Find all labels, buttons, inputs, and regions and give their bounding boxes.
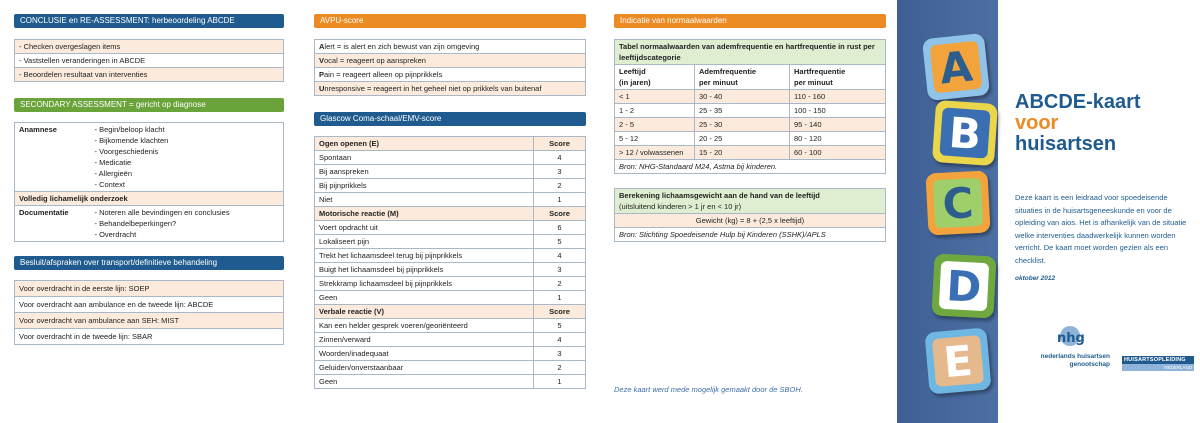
gcs-row: Geen [315,291,534,305]
cell: 1 - 2 [615,104,695,118]
cell: 2 - 5 [615,118,695,132]
cell: > 12 / volwassenen [615,146,695,160]
column-scores [314,14,586,389]
gcs-score: 4 [534,151,586,165]
gewicht-formula: Gewicht (kg) = 8 + (2,5 x leeftijd) [615,214,886,228]
cell: 60 - 100 [790,146,886,160]
footer-note: Deze kaart werd mede mogelijk gemaakt door de SBOH. [614,385,803,394]
gcs-score: 1 [534,375,586,389]
cover-description: Deze kaart is een leidraad voor spoedeisende situaties in de huisartsgeneeskunde en voor de opleiding van aios. Het is afhankelijk van de situatie welke interventies daadwerkelijk kunnen worden verricht. De kaart moet worden gezien als een checklist. [1015,193,1187,265]
anamnese-item: - Allergieën [94,169,133,178]
cell: 5 - 12 [615,132,695,146]
anamnese-label: Anamnese [15,123,91,192]
cover-title-line2: voor [1015,112,1059,134]
avpu-item: Vocal = reageert op aanspreken [315,54,586,68]
gcs-row: Trekt het lichaamsdeel terug bij pijnprikkels [315,249,534,263]
conclusie-table [14,39,284,82]
documentatie-list [91,206,284,242]
cover-title [1015,92,1195,155]
gcs-score: 3 [534,165,586,179]
gcs-score: 2 [534,361,586,375]
gcs-row: Voert opdracht uit [315,221,534,235]
section-title-motor: Motorische reactie (M) [315,207,534,221]
nhg-logo-text: nederlands huisartsen genootschap [1040,353,1110,368]
gcs-row: Kan een helder gesprek voeren/georiënteerd [315,319,534,333]
besluit-item: Voor overdracht in de eerste lijn: SOEP [15,281,284,297]
gcs-row: Woorden/inadequaat [315,347,534,361]
gcs-header: Glascow Coma-schaal/EMV-score [314,112,586,126]
conclusie-header: CONCLUSIE en RE-ASSESSMENT: herbeoordeling ABCDE [14,14,284,28]
block-b: B [932,100,998,166]
documentatie-item: - Overdracht [94,230,137,239]
gcs-score: 1 [534,193,586,207]
column-assessment [14,14,284,345]
gcs-score: 2 [534,277,586,291]
cell: 110 - 160 [790,90,886,104]
anamnese-item: - Context [94,180,125,189]
cell: 20 - 25 [695,132,790,146]
gcs-row: Geluiden/onverstaanbaar [315,361,534,375]
cell: 80 - 120 [790,132,886,146]
gcs-row: Spontaan [315,151,534,165]
gcs-score: 3 [534,347,586,361]
avpu-item: Pain = reageert alleen op pijnprikkels [315,68,586,82]
col-head-resp: Ademfrequentie per minuut [695,65,790,90]
gcs-score: 4 [534,333,586,347]
section-title-eyes: Ogen openen (E) [315,137,534,151]
table-source: Bron: NHG-Standaard M24, Astma bij kinderen. [615,160,886,174]
score-header: Score [534,207,586,221]
block-c: C [925,170,990,235]
cell: 15 - 20 [695,146,790,160]
gcs-row: Geen [315,375,534,389]
anamnese-item: - Bijkomende klachten [94,136,169,145]
score-header: Score [534,305,586,319]
gcs-score: 6 [534,221,586,235]
gcs-row: Zinnen/verward [315,333,534,347]
besluit-header: Besluit/afspraken over transport/definitieve behandeling [14,256,284,270]
cover-date: oktober 2012 [1015,275,1056,282]
cell: < 1 [615,90,695,104]
col-head-heart: Hartfrequentie per minuut [790,65,886,90]
gewicht-title: Berekening lichaamsgewicht aan de hand van de leeftijd (uitsluitend kinderen > 1 jr en < 10 jr) [615,189,886,214]
gcs-score: 2 [534,179,586,193]
cell: 30 - 40 [695,90,790,104]
documentatie-label: Documentatie [15,206,91,242]
gcs-row: Bij aanspreken [315,165,534,179]
gewicht-source: Bron: Stichting Spoedeisende Hulp bij Kinderen (SSHK)/APLS [615,228,886,242]
gcs-score: 5 [534,319,586,333]
gcs-row: Buigt het lichaamsdeel bij pijnprikkels [315,263,534,277]
secondary-table [14,122,284,242]
gcs-table [314,136,586,389]
conclusie-item: - Checken overgeslagen items [15,40,284,54]
normaalwaarden-header: Indicatie van normaalwaarden [614,14,886,28]
anamnese-list [91,123,284,192]
score-header: Score [534,137,586,151]
onderzoek-label: Volledig lichamelijk onderzoek [15,192,284,206]
cell: 25 - 30 [695,118,790,132]
gewicht-table [614,188,886,242]
huisartsopleiding-logo: HUISARTSOPLEIDING NEDERLAND [1124,357,1192,370]
section-title-verbal: Verbale reactie (V) [315,305,534,319]
cover-title-line1: ABCDE-kaart [1015,91,1141,113]
col-head-age: Leeftijd (in jaren) [615,65,695,90]
anamnese-item: - Voorgeschiedenis [94,147,159,156]
avpu-table [314,39,586,96]
gcs-row: Bij pijnprikkels [315,179,534,193]
gcs-row: Lokaliseert pijn [315,235,534,249]
anamnese-item: - Medicatie [94,158,132,167]
block-d: D [931,253,996,318]
besluit-item: Voor overdracht van ambulance aan SEH: MIST [15,313,284,329]
cell: 25 - 35 [695,104,790,118]
besluit-item: Voor overdracht in de tweede lijn: SBAR [15,329,284,345]
avpu-item: Alert = is alert en zich bewust van zijn omgeving [315,40,586,54]
anamnese-item: - Begin/beloop klacht [94,125,165,134]
besluit-table [14,280,284,345]
block-e: E [924,327,991,394]
nhg-logo-icon [1040,325,1085,351]
gcs-score: 1 [534,291,586,305]
cover-title-line3: huisartsen [1015,133,1117,155]
documentatie-item: - Noteren alle bevindingen en conclusies [94,208,230,217]
table-title: Tabel normaalwaarden van ademfrequentie en hartfrequentie in rust per leeftijdscategorie [615,40,886,65]
gcs-row: Niet [315,193,534,207]
avpu-item: Unresponsive = reageert in het geheel niet op prikkels van buitenaf [315,82,586,96]
cell: 100 - 150 [790,104,886,118]
normaalwaarden-table [614,39,886,174]
besluit-item: Voor overdracht aan ambulance en de tweede lijn: ABCDE [15,297,284,313]
block-a: A [922,33,990,101]
conclusie-item: - Vaststellen veranderingen in ABCDE [15,54,284,68]
gcs-row: Strekkramp lichaamsdeel bij pijnprikkels [315,277,534,291]
avpu-header: AVPU-score [314,14,586,28]
nhg-logo-mark: nhg [1057,331,1085,346]
secondary-header: SECONDARY ASSESSMENT = gericht op diagnose [14,98,284,112]
gcs-score: 3 [534,263,586,277]
gcs-score: 4 [534,249,586,263]
cell: 95 - 140 [790,118,886,132]
conclusie-item: - Beoordelen resultaat van interventies [15,68,284,82]
gcs-score: 5 [534,235,586,249]
column-normal-values [614,14,886,394]
documentatie-item: - Behandelbeperkingen? [94,219,177,228]
